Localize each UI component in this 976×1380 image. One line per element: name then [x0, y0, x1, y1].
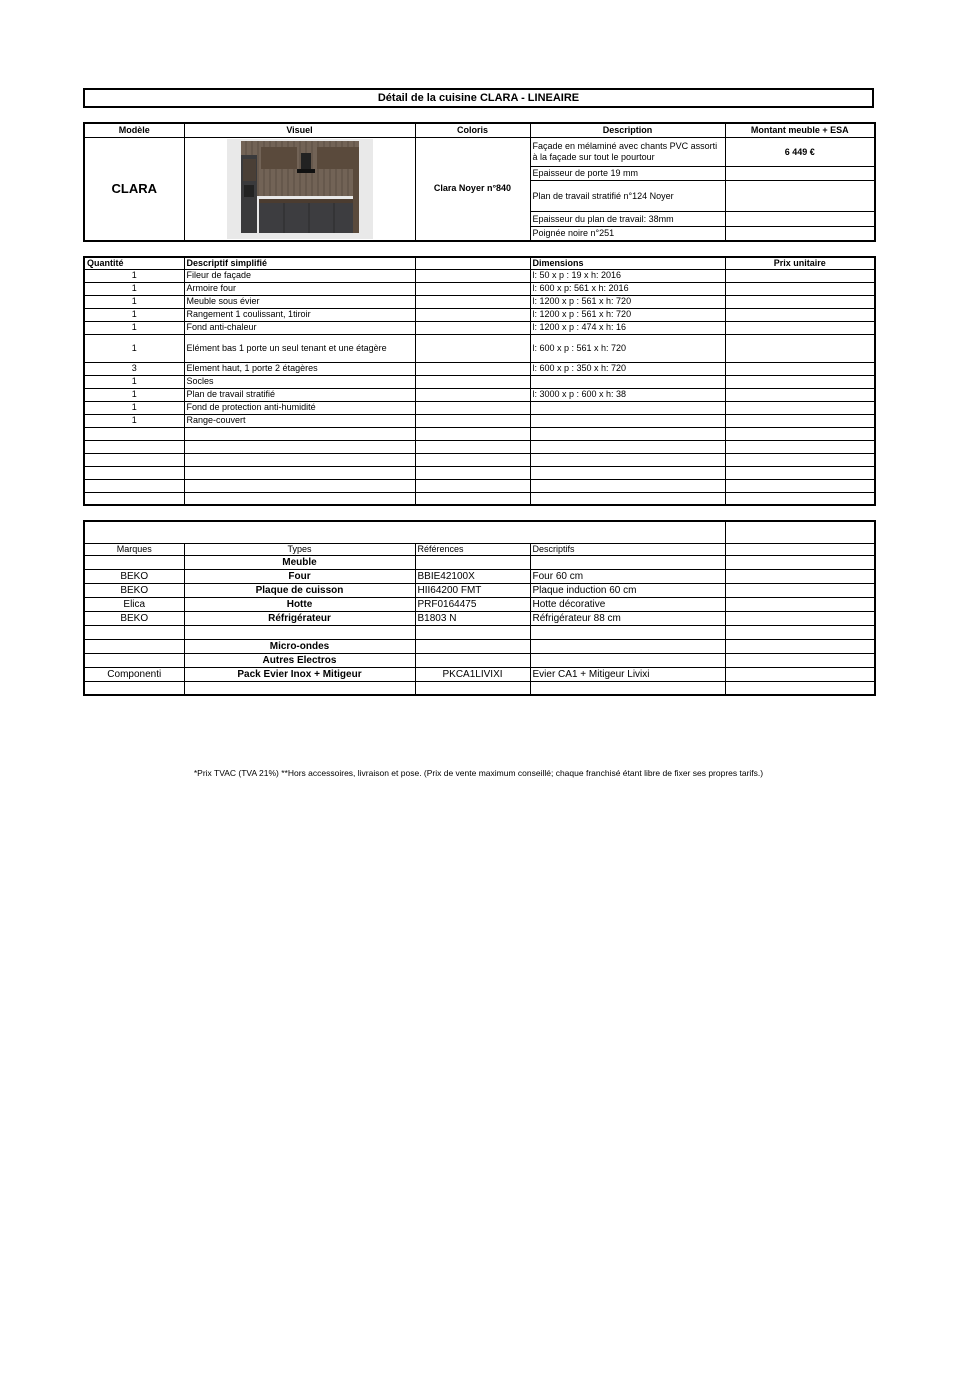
appliance-type: Micro-ondes — [184, 639, 415, 653]
coloris-value: Clara Noyer n°840 — [415, 138, 530, 241]
item-unit-price — [725, 269, 875, 282]
appliance-price-cell — [725, 597, 875, 611]
header-references: Références — [415, 543, 530, 555]
item-empty-cell — [415, 453, 530, 466]
appliances-top-price-cell — [725, 521, 875, 543]
appliance-descriptif — [530, 681, 725, 695]
appliance-brand — [84, 555, 184, 569]
table-row — [84, 388, 875, 401]
item-quantity: 1 — [84, 321, 184, 334]
item-quantity — [84, 427, 184, 440]
item-description — [184, 440, 415, 453]
table-row — [84, 653, 875, 667]
appliance-type: Plaque de cuisson — [184, 583, 415, 597]
item-unit-price — [725, 321, 875, 334]
items-table — [83, 256, 876, 507]
table-row — [84, 282, 875, 295]
model-name: CLARA — [84, 138, 184, 241]
item-empty-cell — [415, 492, 530, 505]
header-types: Types — [184, 543, 415, 555]
appliance-brand — [84, 681, 184, 695]
item-quantity — [84, 440, 184, 453]
item-dimensions: l: 600 x p : 350 x h: 720 — [530, 362, 725, 375]
appliances-header-row — [84, 543, 875, 555]
item-empty-cell — [415, 401, 530, 414]
item-description: Meuble sous évier — [184, 295, 415, 308]
appliance-reference: BBIE42100X — [415, 569, 530, 583]
appliance-price-cell — [725, 611, 875, 625]
price-empty-cell — [725, 181, 875, 212]
summary-header-row — [84, 123, 875, 138]
item-dimensions: l: 1200 x p : 561 x h: 720 — [530, 295, 725, 308]
table-row — [84, 295, 875, 308]
header-quantite: Quantité — [84, 257, 184, 270]
header-coloris: Coloris — [415, 123, 530, 138]
appliance-reference: PKCA1LIVIXI — [415, 667, 530, 681]
appliance-type: Pack Evier Inox + Mitigeur — [184, 667, 415, 681]
item-description — [184, 427, 415, 440]
appliance-brand: Elica — [84, 597, 184, 611]
appliance-type: Hotte — [184, 597, 415, 611]
appliance-type: Meuble — [184, 555, 415, 569]
appliance-price-cell — [725, 639, 875, 653]
appliance-reference — [415, 681, 530, 695]
appliance-type: Four — [184, 569, 415, 583]
item-description — [184, 466, 415, 479]
header-montant: Montant meuble + ESA — [725, 123, 875, 138]
item-dimensions — [530, 479, 725, 492]
item-empty-cell — [415, 466, 530, 479]
header-prix-unitaire: Prix unitaire — [725, 257, 875, 270]
item-empty-cell — [415, 282, 530, 295]
table-row — [84, 667, 875, 681]
header-visuel: Visuel — [184, 123, 415, 138]
table-row — [84, 569, 875, 583]
item-quantity — [84, 479, 184, 492]
item-empty-cell — [415, 308, 530, 321]
page-title: Détail de la cuisine CLARA - LINEAIRE — [83, 88, 874, 108]
appliance-brand: BEKO — [84, 611, 184, 625]
table-row — [84, 375, 875, 388]
item-description — [184, 492, 415, 505]
table-row — [84, 492, 875, 505]
appliance-price-cell — [725, 625, 875, 639]
item-quantity — [84, 453, 184, 466]
item-dimensions: l: 1200 x p : 474 x h: 16 — [530, 321, 725, 334]
header-descriptif: Descriptif simplifié — [184, 257, 415, 270]
item-description: Plan de travail stratifié — [184, 388, 415, 401]
item-unit-price — [725, 440, 875, 453]
appliance-type — [184, 681, 415, 695]
table-row — [84, 466, 875, 479]
appliance-reference — [415, 653, 530, 667]
appliance-descriptif: Plaque induction 60 cm — [530, 583, 725, 597]
table-row — [84, 583, 875, 597]
item-empty-cell — [415, 269, 530, 282]
appliance-price-cell — [725, 667, 875, 681]
item-unit-price — [725, 479, 875, 492]
item-dimensions — [530, 453, 725, 466]
appliance-price-cell — [725, 653, 875, 667]
price-empty-cell — [725, 167, 875, 181]
header-empty — [415, 257, 530, 270]
appliance-price-cell — [725, 681, 875, 695]
appliance-brand — [84, 625, 184, 639]
header-modele: Modèle — [84, 123, 184, 138]
price-value: 6 449 € — [725, 138, 875, 167]
document-page — [83, 88, 874, 696]
appliances-table — [83, 520, 876, 696]
appliance-reference: PRF0164475 — [415, 597, 530, 611]
appliance-descriptif — [530, 625, 725, 639]
item-dimensions: l: 600 x p: 561 x h: 2016 — [530, 282, 725, 295]
appliance-price-cell — [725, 569, 875, 583]
footnote: *Prix TVAC (TVA 21%) **Hors accessoires, livraison et pose. (Prix de vente maximum conseillé; chaque franchisé étant libre de fixer ses propres tarifs.) — [193, 768, 764, 778]
table-row — [84, 681, 875, 695]
item-unit-price — [725, 282, 875, 295]
item-empty-cell — [415, 362, 530, 375]
description-line-1: Façade en mélaminé avec chants PVC assorti à la façade sur tout le pourtour — [530, 138, 725, 167]
price-empty-cell — [725, 212, 875, 227]
appliance-brand — [84, 653, 184, 667]
item-unit-price — [725, 401, 875, 414]
item-empty-cell — [415, 388, 530, 401]
appliance-price-cell — [725, 555, 875, 569]
item-quantity: 1 — [84, 334, 184, 362]
table-row — [84, 401, 875, 414]
description-line-3: Plan de travail stratifié n°124 Noyer — [530, 181, 725, 212]
appliances-top-row — [84, 521, 875, 543]
appliance-type: Autres Electros — [184, 653, 415, 667]
table-row — [84, 269, 875, 282]
item-description: Fond anti-chaleur — [184, 321, 415, 334]
item-quantity: 1 — [84, 308, 184, 321]
item-quantity: 1 — [84, 282, 184, 295]
header-descriptifs: Descriptifs — [530, 543, 725, 555]
description-line-5: Poignée noire n°251 — [530, 227, 725, 241]
table-row — [84, 453, 875, 466]
item-unit-price — [725, 414, 875, 427]
description-line-2: Epaisseur de porte 19 mm — [530, 167, 725, 181]
summary-table — [83, 122, 876, 242]
table-row — [84, 334, 875, 362]
item-empty-cell — [415, 334, 530, 362]
appliance-type — [184, 625, 415, 639]
appliance-descriptif: Four 60 cm — [530, 569, 725, 583]
table-row — [84, 479, 875, 492]
item-description: Elément bas 1 porte un seul tenant et une étagère — [184, 334, 415, 362]
table-row — [84, 639, 875, 653]
item-unit-price — [725, 466, 875, 479]
item-description: Rangement 1 coulissant, 1tiroir — [184, 308, 415, 321]
item-unit-price — [725, 295, 875, 308]
table-row — [84, 555, 875, 569]
appliance-reference — [415, 625, 530, 639]
appliance-descriptif: Evier CA1 + Mitigeur Livixi — [530, 667, 725, 681]
item-quantity: 1 — [84, 414, 184, 427]
item-unit-price — [725, 362, 875, 375]
item-description: Socles — [184, 375, 415, 388]
table-row — [84, 362, 875, 375]
item-unit-price — [725, 308, 875, 321]
header-empty — [725, 543, 875, 555]
item-unit-price — [725, 427, 875, 440]
item-dimensions — [530, 375, 725, 388]
item-empty-cell — [415, 375, 530, 388]
table-row — [84, 597, 875, 611]
item-quantity — [84, 492, 184, 505]
item-description: Fileur de façade — [184, 269, 415, 282]
appliance-reference — [415, 639, 530, 653]
item-quantity: 1 — [84, 295, 184, 308]
appliances-top-cell — [84, 521, 725, 543]
appliance-reference: HII64200 FMT — [415, 583, 530, 597]
header-description: Description — [530, 123, 725, 138]
item-description: Armoire four — [184, 282, 415, 295]
item-dimensions: l: 3000 x p : 600 x h: 38 — [530, 388, 725, 401]
item-description: Range-couvert — [184, 414, 415, 427]
appliance-type: Réfrigérateur — [184, 611, 415, 625]
description-line-4: Epaisseur du plan de travail: 38mm — [530, 212, 725, 227]
table-row — [84, 440, 875, 453]
table-row — [84, 414, 875, 427]
appliance-descriptif — [530, 639, 725, 653]
appliance-brand: Componenti — [84, 667, 184, 681]
item-empty-cell — [415, 321, 530, 334]
table-row — [84, 427, 875, 440]
item-unit-price — [725, 453, 875, 466]
kitchen-visual — [184, 138, 415, 241]
appliance-price-cell — [725, 583, 875, 597]
item-unit-price — [725, 334, 875, 362]
table-row — [84, 308, 875, 321]
item-quantity: 1 — [84, 401, 184, 414]
item-dimensions — [530, 440, 725, 453]
item-description — [184, 479, 415, 492]
item-quantity: 1 — [84, 388, 184, 401]
item-dimensions — [530, 492, 725, 505]
kitchen-image — [227, 139, 373, 239]
table-row — [84, 625, 875, 639]
item-dimensions: l: 600 x p : 561 x h: 720 — [530, 334, 725, 362]
header-marques: Marques — [84, 543, 184, 555]
items-header-row — [84, 257, 875, 270]
item-empty-cell — [415, 479, 530, 492]
item-empty-cell — [415, 440, 530, 453]
table-row — [84, 611, 875, 625]
item-quantity: 3 — [84, 362, 184, 375]
item-dimensions — [530, 401, 725, 414]
item-empty-cell — [415, 295, 530, 308]
item-quantity: 1 — [84, 375, 184, 388]
price-empty-cell — [725, 227, 875, 241]
appliance-brand — [84, 639, 184, 653]
table-row — [84, 321, 875, 334]
appliance-brand: BEKO — [84, 583, 184, 597]
item-quantity — [84, 466, 184, 479]
item-empty-cell — [415, 427, 530, 440]
header-dimensions: Dimensions — [530, 257, 725, 270]
appliance-brand: BEKO — [84, 569, 184, 583]
item-quantity: 1 — [84, 269, 184, 282]
item-dimensions: l: 50 x p : 19 x h: 2016 — [530, 269, 725, 282]
appliance-reference — [415, 555, 530, 569]
item-description: Element haut, 1 porte 2 étagères — [184, 362, 415, 375]
appliance-reference: B1803 N — [415, 611, 530, 625]
item-dimensions — [530, 427, 725, 440]
item-unit-price — [725, 492, 875, 505]
item-empty-cell — [415, 414, 530, 427]
item-dimensions — [530, 414, 725, 427]
item-description — [184, 453, 415, 466]
appliance-descriptif: Réfrigérateur 88 cm — [530, 611, 725, 625]
item-unit-price — [725, 388, 875, 401]
item-unit-price — [725, 375, 875, 388]
appliance-descriptif — [530, 555, 725, 569]
item-dimensions: l: 1200 x p : 561 x h: 720 — [530, 308, 725, 321]
item-dimensions — [530, 466, 725, 479]
item-description: Fond de protection anti-humidité — [184, 401, 415, 414]
appliance-descriptif: Hotte décorative — [530, 597, 725, 611]
appliance-descriptif — [530, 653, 725, 667]
